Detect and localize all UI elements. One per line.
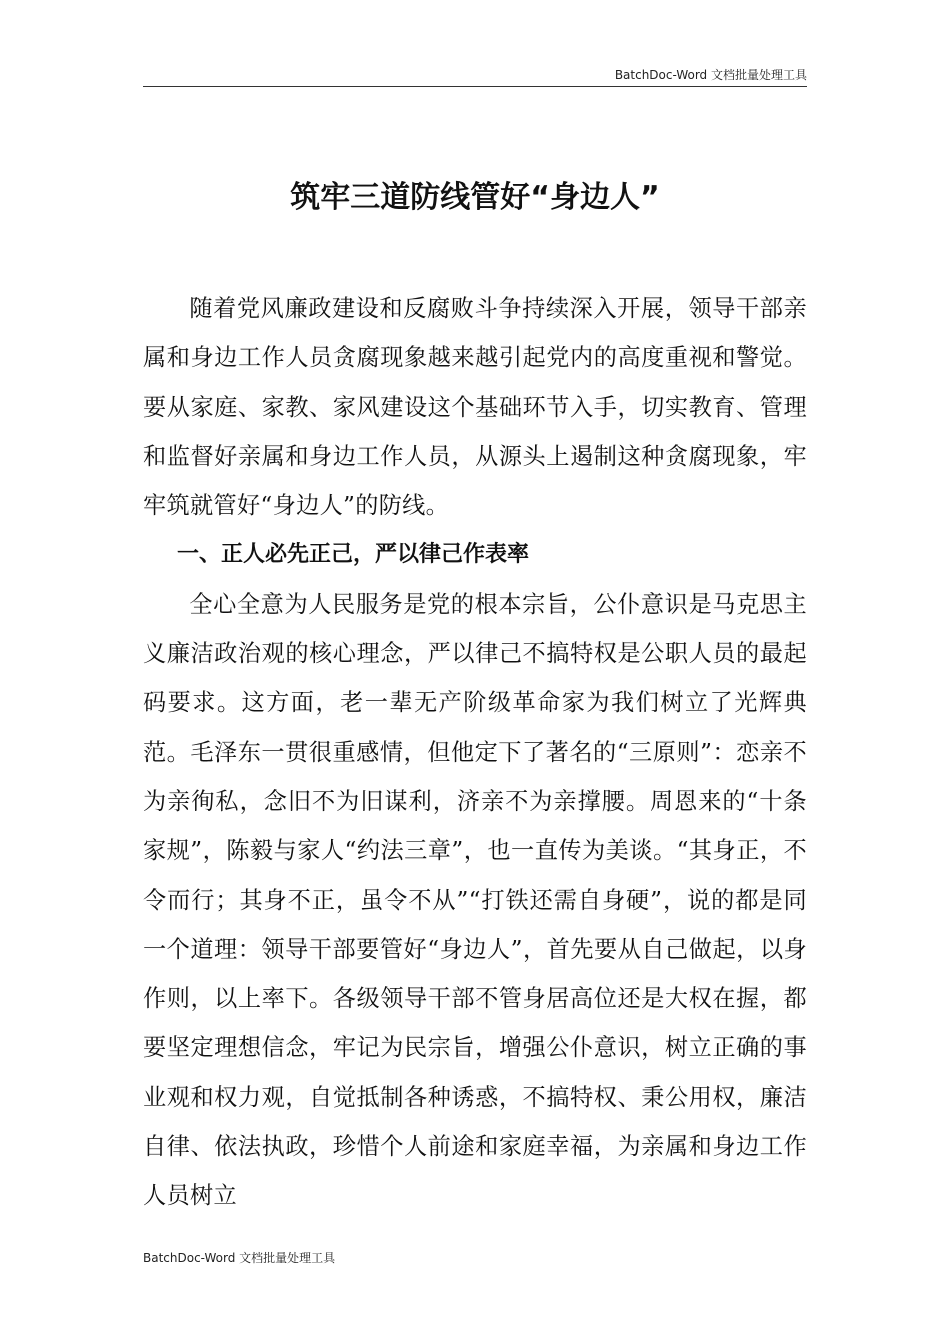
page-footer: BatchDoc-Word 文档批量处理工具 bbox=[143, 1251, 336, 1265]
page-header: BatchDoc-Word 文档批量处理工具 bbox=[614, 68, 807, 82]
section-paragraph: 全心全意为人民服务是党的根本宗旨，公仆意识是马克思主义廉洁政治观的核心理念，严以律己不搞特权是公职人员的最起码要求。这方面，老一辈无产阶级革命家为我们树立了光辉典范。毛泽东一贯很重感情，但他定下了著名的“三原则”：恋亲不为亲徇私，念旧不为旧谋利，济亲不为亲撑腰。周恩来的“十条家规”，陈毅与家人“约法三章”，也一直传为美谈。“其身正，不令而行；其身不正，虽令不从”“打铁还需自身硬”，说的都是同一个道理：领导干部要管好“身边人”，首先要从自己做起，以身作则，以上率下。各级领导干部不管身居高位还是大权在握，都要坚定理想信念，牢记为民宗旨，增强公仆意识，树立正确的事业观和权力观，自觉抵制各种诱惑，不搞特权、秉公用权，廉洁自律、依法执政，珍惜个人前途和家庭幸福，为亲属和身边工作人员树立 bbox=[143, 590, 807, 1210]
section-heading: 一、正人必先正己，严以律己作表率 bbox=[177, 542, 530, 568]
header-divider bbox=[143, 86, 807, 87]
intro-paragraph: 随着党风廉政建设和反腐败斗争持续深入开展，领导干部亲属和身边工作人员贪腐现象越来越引起党内的高度重视和警觉。要从家庭、家教、家风建设这个基础环节入手，切实教育、管理和监督好亲属和身边工作人员，从源头上遏制这种贪腐现象，牢牢筑就管好“身边人”的防线。 bbox=[143, 295, 807, 520]
document-title: 筑牢三道防线管好“身边人” bbox=[290, 180, 660, 215]
document-body bbox=[143, 284, 807, 1221]
